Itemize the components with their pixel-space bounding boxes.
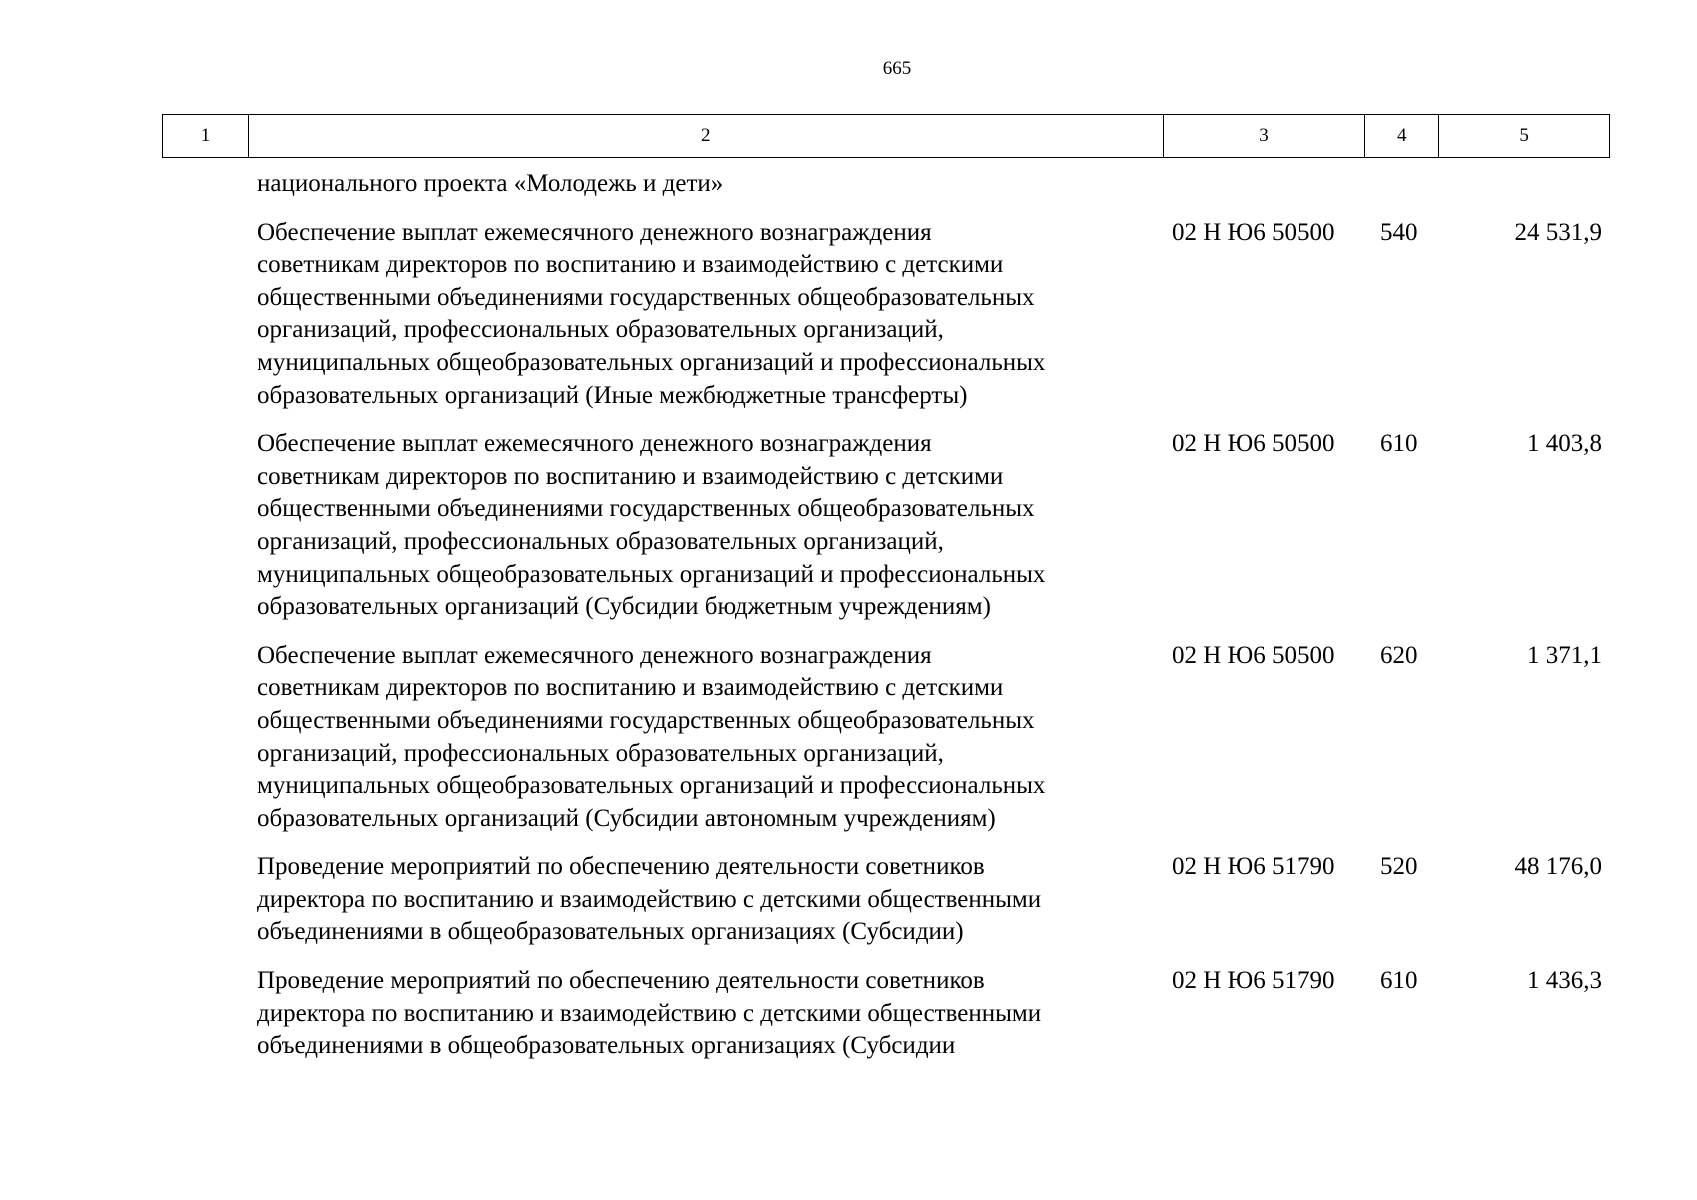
cell-number [162,217,248,413]
cell-code: 02 Н Ю6 50500 [1172,218,1335,246]
cell-description [248,640,1164,836]
table-body [162,168,1610,1063]
header-col-1: 1 [163,115,249,157]
description-line: советникам директоров по воспитанию и взаимодействию с детскими [257,462,1004,490]
header-col-3: 3 [1164,115,1366,157]
cell-amount: 1 371,1 [1527,641,1602,669]
description-line: объединениями в общеобразовательных организациях (Субсидии [257,1032,956,1060]
cell-amount: 1 403,8 [1527,430,1602,458]
description-line: муниципальных общеобразовательных организаций и профессиональных [257,772,1046,800]
header-col-5: 5 [1519,125,1529,146]
table-row [162,851,1610,949]
header-col-4: 4 [1365,115,1439,157]
description-line: организаций, профессиональных образовательных организаций, [257,316,944,344]
table-row [162,965,1610,1063]
cell-description [248,428,1164,624]
cell-type: 610 [1380,430,1418,458]
cell-description [248,851,1164,949]
description-line: организаций, профессиональных образовательных организаций, [257,527,944,555]
description-line: директора по воспитанию и взаимодействию с детскими общественными [257,999,1042,1027]
cell-amount [1440,168,1610,201]
description-line: Обеспечение выплат ежемесячного денежного вознаграждения [257,641,932,669]
cell-code: 02 Н Ю6 50500 [1172,641,1335,669]
description-line: Обеспечение выплат ежемесячного денежного вознаграждения [257,430,932,458]
header-col-2: 2 [249,115,1164,157]
table-header-row [162,114,1610,158]
description-line: образовательных организаций (Иные межбюджетные трансферты) [257,381,968,409]
description-line: образовательных организаций (Субсидии бюджетным учреждениям) [257,593,991,621]
cell-type: 540 [1380,218,1418,246]
cell-number [162,168,248,201]
cell-code: 02 Н Ю6 51790 [1172,853,1335,881]
cell-description [248,965,1164,1063]
cell-number [162,640,248,836]
cell-number [162,965,248,1063]
description-line: объединениями в общеобразовательных организациях (Субсидии) [257,918,964,946]
cell-type: 610 [1380,967,1418,995]
description-line: Проведение мероприятий по обеспечению деятельности советников [257,853,985,881]
page-number: 665 [882,58,912,79]
cell-amount: 48 176,0 [1514,853,1602,881]
description-line: муниципальных общеобразовательных организаций и профессиональных [257,560,1046,588]
description-line: образовательных организаций (Субсидии автономным учреждениям) [257,804,996,832]
description-line: общественными объединениями государственных общеобразовательных [257,495,1035,523]
description-line: советникам директоров по воспитанию и взаимодействию с детскими [257,251,1004,279]
table-row [162,428,1610,624]
description-line: Обеспечение выплат ежемесячного денежного вознаграждения [257,218,932,246]
cell-type: 620 [1380,641,1418,669]
cell-type: 520 [1380,853,1418,881]
table-row [162,640,1610,836]
cell-amount: 1 436,3 [1527,967,1602,995]
description-line: национального проекта «Молодежь и дети» [257,170,724,197]
description-line: директора по воспитанию и взаимодействию с детскими общественными [257,885,1042,913]
description-line: общественными объединениями государственных общеобразовательных [257,706,1035,734]
cell-number [162,851,248,949]
description-line: общественными объединениями государственных общеобразовательных [257,283,1035,311]
cell-description [248,168,1164,201]
description-line: муниципальных общеобразовательных организаций и профессиональных [257,348,1046,376]
cell-code: 02 Н Ю6 51790 [1172,967,1335,995]
cell-description [248,217,1164,413]
cell-code [1164,168,1366,201]
table-row [162,168,1610,201]
cell-number [162,428,248,624]
cell-code: 02 Н Ю6 50500 [1172,430,1335,458]
description-line: Проведение мероприятий по обеспечению деятельности советников [257,967,985,995]
cell-type [1366,168,1440,201]
table-row [162,217,1610,413]
description-line: организаций, профессиональных образовательных организаций, [257,739,944,767]
description-line: советникам директоров по воспитанию и взаимодействию с детскими [257,674,1004,702]
cell-amount: 24 531,9 [1514,218,1602,246]
